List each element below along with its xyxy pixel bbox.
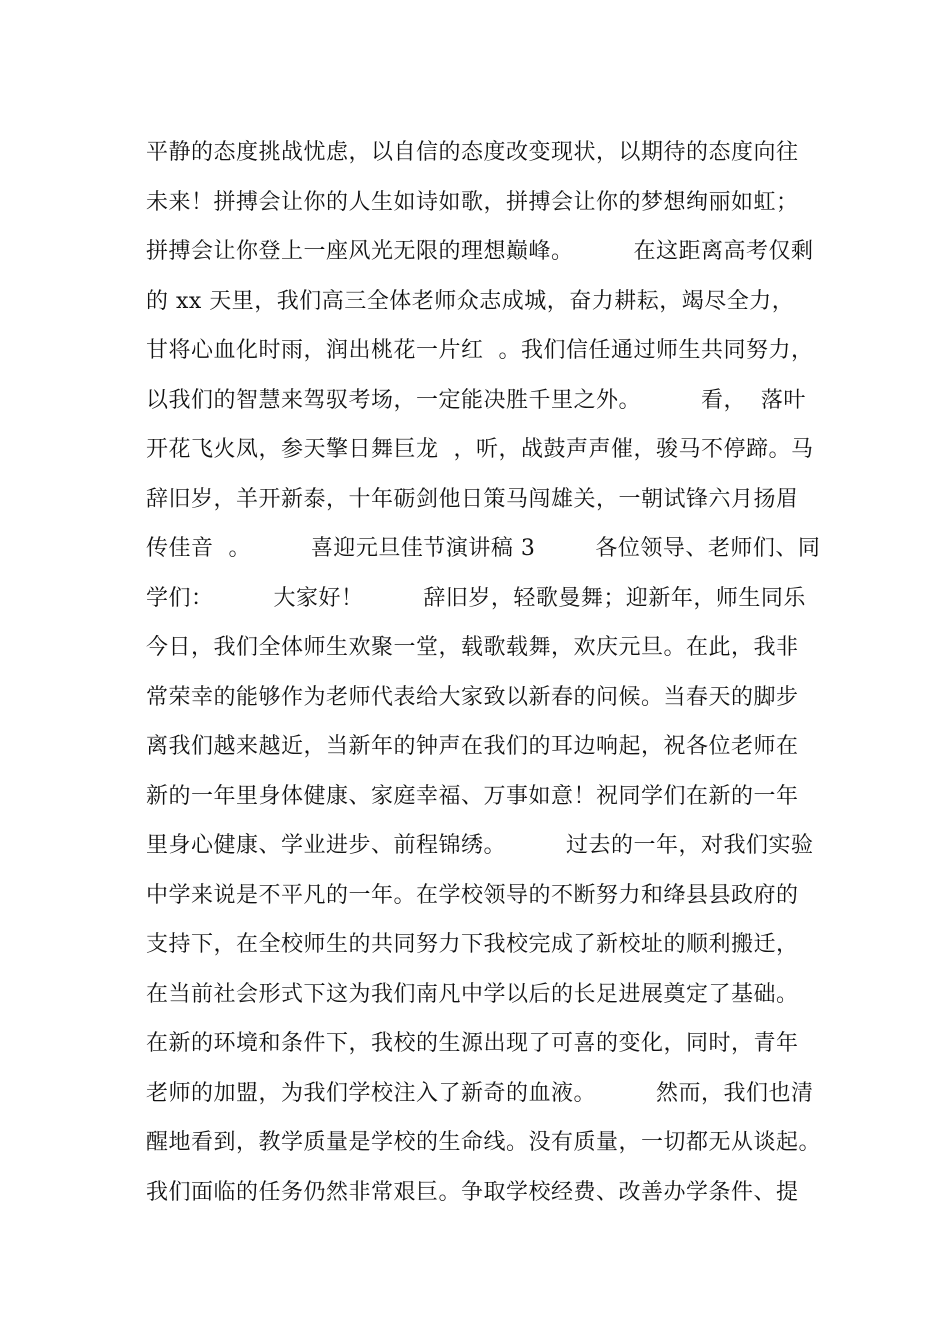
text-line-18: 在当前社会形式下这为我们南凡中学以后的长足进展奠定了基础。: [146, 981, 799, 1007]
text-line-8: 辞旧岁，羊开新泰，十年砺剑他日策马闯雄关，一朝试锋六月扬眉: [146, 486, 799, 512]
text-line-21: 醒地看到，教学质量是学校的生命线。没有质量，一切都无从谈起。: [146, 1130, 822, 1155]
text-line-5: 甘将心血化时雨，润出桃花一片红 。我们信任通过师生共同努力，: [146, 338, 814, 363]
text-line-14: 新的一年里身体健康、家庭幸福、万事如意！祝同学们在新的一年: [146, 783, 799, 809]
text-line-7: 开花飞火凤，参天擎日舞巨龙 ，听，战鼓声声催，骏马不停蹄。马: [146, 437, 814, 462]
text-line-4: 的 xx 天里，我们高三全体老师众志成城，奋力耕耘，竭尽全力，: [146, 288, 795, 314]
text-line-10: 学们： 大家好！ 辞旧岁，轻歌曼舞；迎新年，师生同乐: [146, 585, 806, 611]
text-line-17: 支持下，在全校师生的共同努力下我校完成了新校址的顺利搬迁，: [146, 932, 799, 957]
text-line-22: 我们面临的任务仍然非常艰巨。争取学校经费、改善办学条件、提: [146, 1179, 799, 1205]
text-line-16: 中学来说是不平凡的一年。在学校领导的不断努力和绛县县政府的: [146, 882, 799, 908]
text-line-13: 离我们越来越近，当新年的钟声在我们的耳边响起，祝各位老师在: [146, 734, 799, 759]
text-line-15: 里身心健康、学业进步、前程锦绣。 过去的一年，对我们实验: [146, 833, 814, 858]
text-line-20: 老师的加盟，为我们学校注入了新奇的血液。 然而，我们也清: [146, 1080, 814, 1106]
text-line-6: 以我们的智慧来驾驭考场，一定能决胜千里之外。 看， 落叶: [146, 387, 806, 413]
text-line-1: 平静的态度挑战忧虑，以自信的态度改变现状，以期待的态度向往: [146, 140, 799, 165]
body-text: [146, 128, 846, 1217]
text-line-9: 传佳音 。 喜迎元旦佳节演讲稿 3 各位领导、老师们、同: [146, 536, 821, 561]
text-line-12: 常荣幸的能够作为老师代表给大家致以新春的问候。当春天的脚步: [146, 684, 799, 710]
text-line-2: 未来！拼搏会让你的人生如诗如歌，拼搏会让你的梦想绚丽如虹；: [146, 189, 799, 215]
text-line-19: 在新的环境和条件下，我校的生源出现了可喜的变化，同时，青年: [146, 1031, 799, 1056]
text-line-3: 拼搏会让你登上一座风光无限的理想巅峰。 在这距离高考仅剩: [146, 239, 814, 264]
text-line-11: 今日，我们全体师生欢聚一堂，载歌载舞，欢庆元旦。在此，我非: [146, 635, 799, 660]
